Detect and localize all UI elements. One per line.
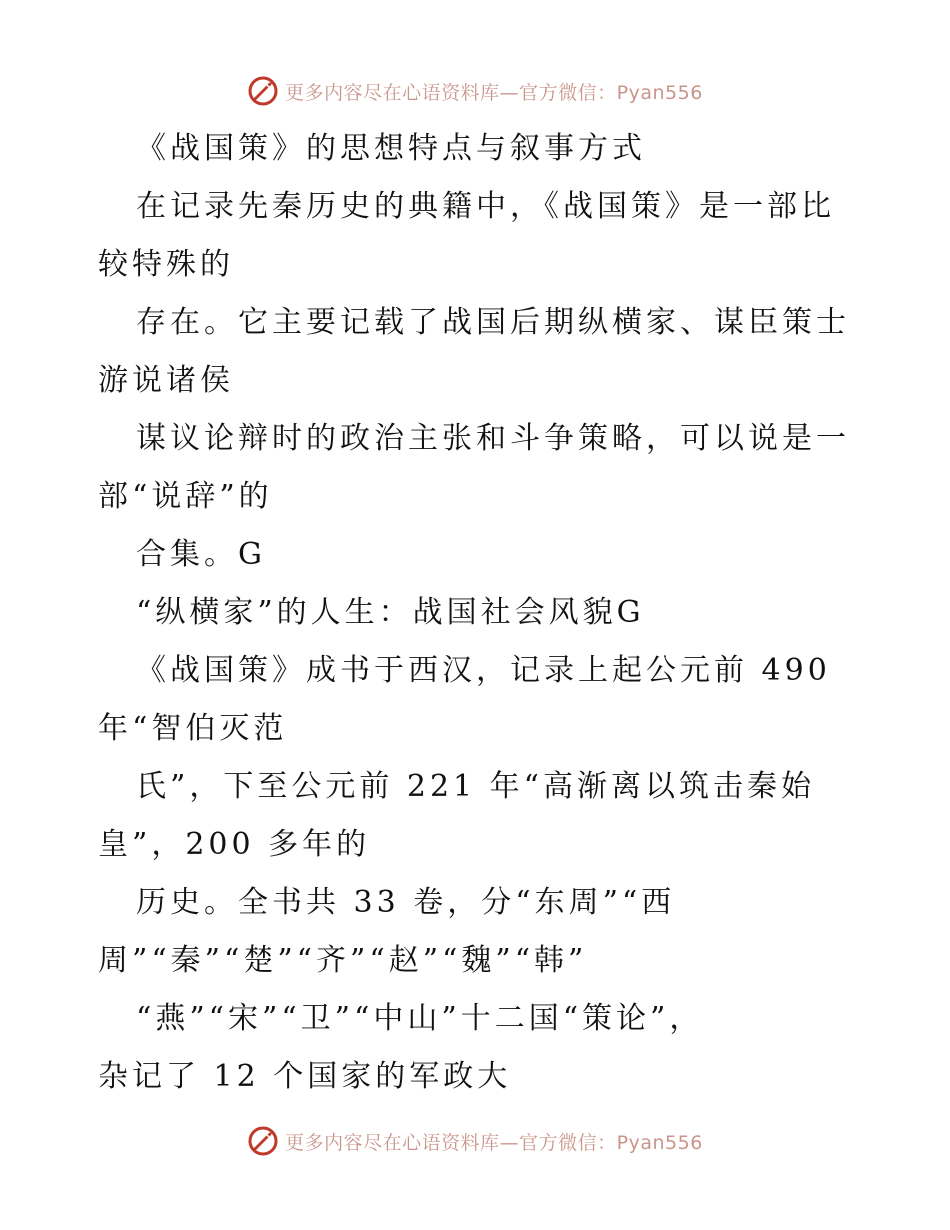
watermark-text: 更多内容尽在心语资料库—官方微信：Pyan556 [285,1131,703,1154]
document-title: 《战国策》的思想特点与叙事方式 [136,131,646,166]
paragraph-line: 存在。它主要记载了战国后期纵横家、谋臣策士 [136,305,850,340]
footer-watermark [0,1121,950,1161]
paragraph-line: 《战国策》成书于西汉，记录上起公元前 490 [136,653,831,688]
paragraph-line: “燕”“宋”“卫”“中山”十二国“策论”， [136,1001,704,1036]
paragraph-line: 历史。全书共 33 卷，分“东周”“西 [136,885,676,920]
paragraph-line: 部“说辞”的 [98,479,273,514]
paragraph-line: 杂记了 12 个国家的军政大 [98,1059,512,1094]
paragraph-line: 较特殊的 [98,247,234,282]
paragraph-line: 皇”，200 多年的 [98,827,371,862]
quill-pen-logo-icon [247,75,279,107]
document-body [98,120,858,1106]
paragraph-line: 氏”，下至公元前 221 年“高渐离以筑击秦始 [136,769,816,804]
paragraph-line: 谋议论辩时的政治主张和斗争策略，可以说是一 [136,421,850,456]
paragraph-line: 合集。G [136,537,266,572]
section-heading: “纵横家”的人生：战国社会风貌G [136,595,645,630]
quill-pen-logo-icon [247,1125,279,1157]
paragraph-line: 游说诸侯 [98,363,234,398]
paragraph-line: 在记录先秦历史的典籍中，《战国策》是一部比 [136,189,835,224]
watermark-text: 更多内容尽在心语资料库—官方微信：Pyan556 [285,81,703,104]
header-watermark [0,71,950,111]
paragraph-line: 年“智伯灭范 [98,711,288,746]
paragraph-line: 周”“秦”“楚”“齐”“赵”“魏”“韩” [98,943,588,978]
